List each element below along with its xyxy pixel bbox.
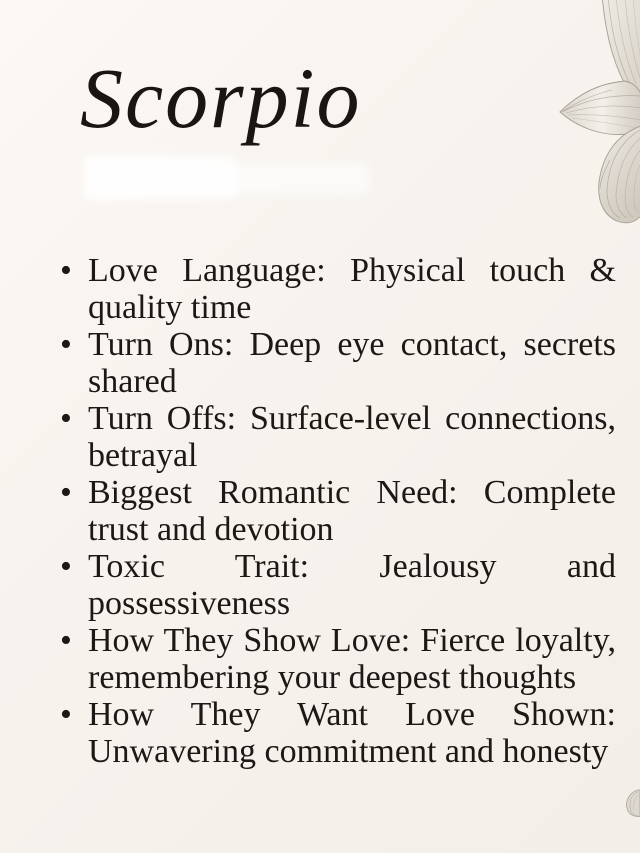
traits-list [60,252,616,770]
bullet-icon: • [60,400,72,437]
trait-item-how-they-want-love [60,696,616,770]
trait-item-love-language [60,252,616,326]
bullet-icon: • [60,252,72,289]
bullet-icon: • [60,326,72,363]
bullet-icon: • [60,474,72,511]
trait-text: Toxic Trait: Jealousy and possessiveness [88,548,616,622]
trait-item-romantic-need [60,474,616,548]
erased-text-patch [84,156,236,200]
trait-text: Biggest Romantic Need: Complete trust and devotion [88,474,616,548]
erased-text-patch [224,163,370,195]
bullet-icon: • [60,622,72,659]
trait-text: Turn Offs: Surface-level connections, betrayal [88,400,616,474]
bullet-icon: • [60,696,72,733]
trait-text: How They Show Love: Fierce loyalty, remembering your deepest thoughts [88,622,616,696]
bud-sketch-icon [624,786,640,820]
trait-item-how-they-show-love [60,622,616,696]
trait-item-turn-ons [60,326,616,400]
bullet-icon: • [60,548,72,585]
trait-text: How They Want Love Shown: Unwavering commitment and honesty [88,696,616,770]
page-title: Scorpio [80,50,362,146]
trait-text: Turn Ons: Deep eye contact, secrets shared [88,326,616,400]
trait-item-turn-offs [60,400,616,474]
lily-flower-illustration [520,0,640,250]
trait-item-toxic-trait [60,548,616,622]
trait-text: Love Language: Physical touch & quality time [88,252,616,326]
